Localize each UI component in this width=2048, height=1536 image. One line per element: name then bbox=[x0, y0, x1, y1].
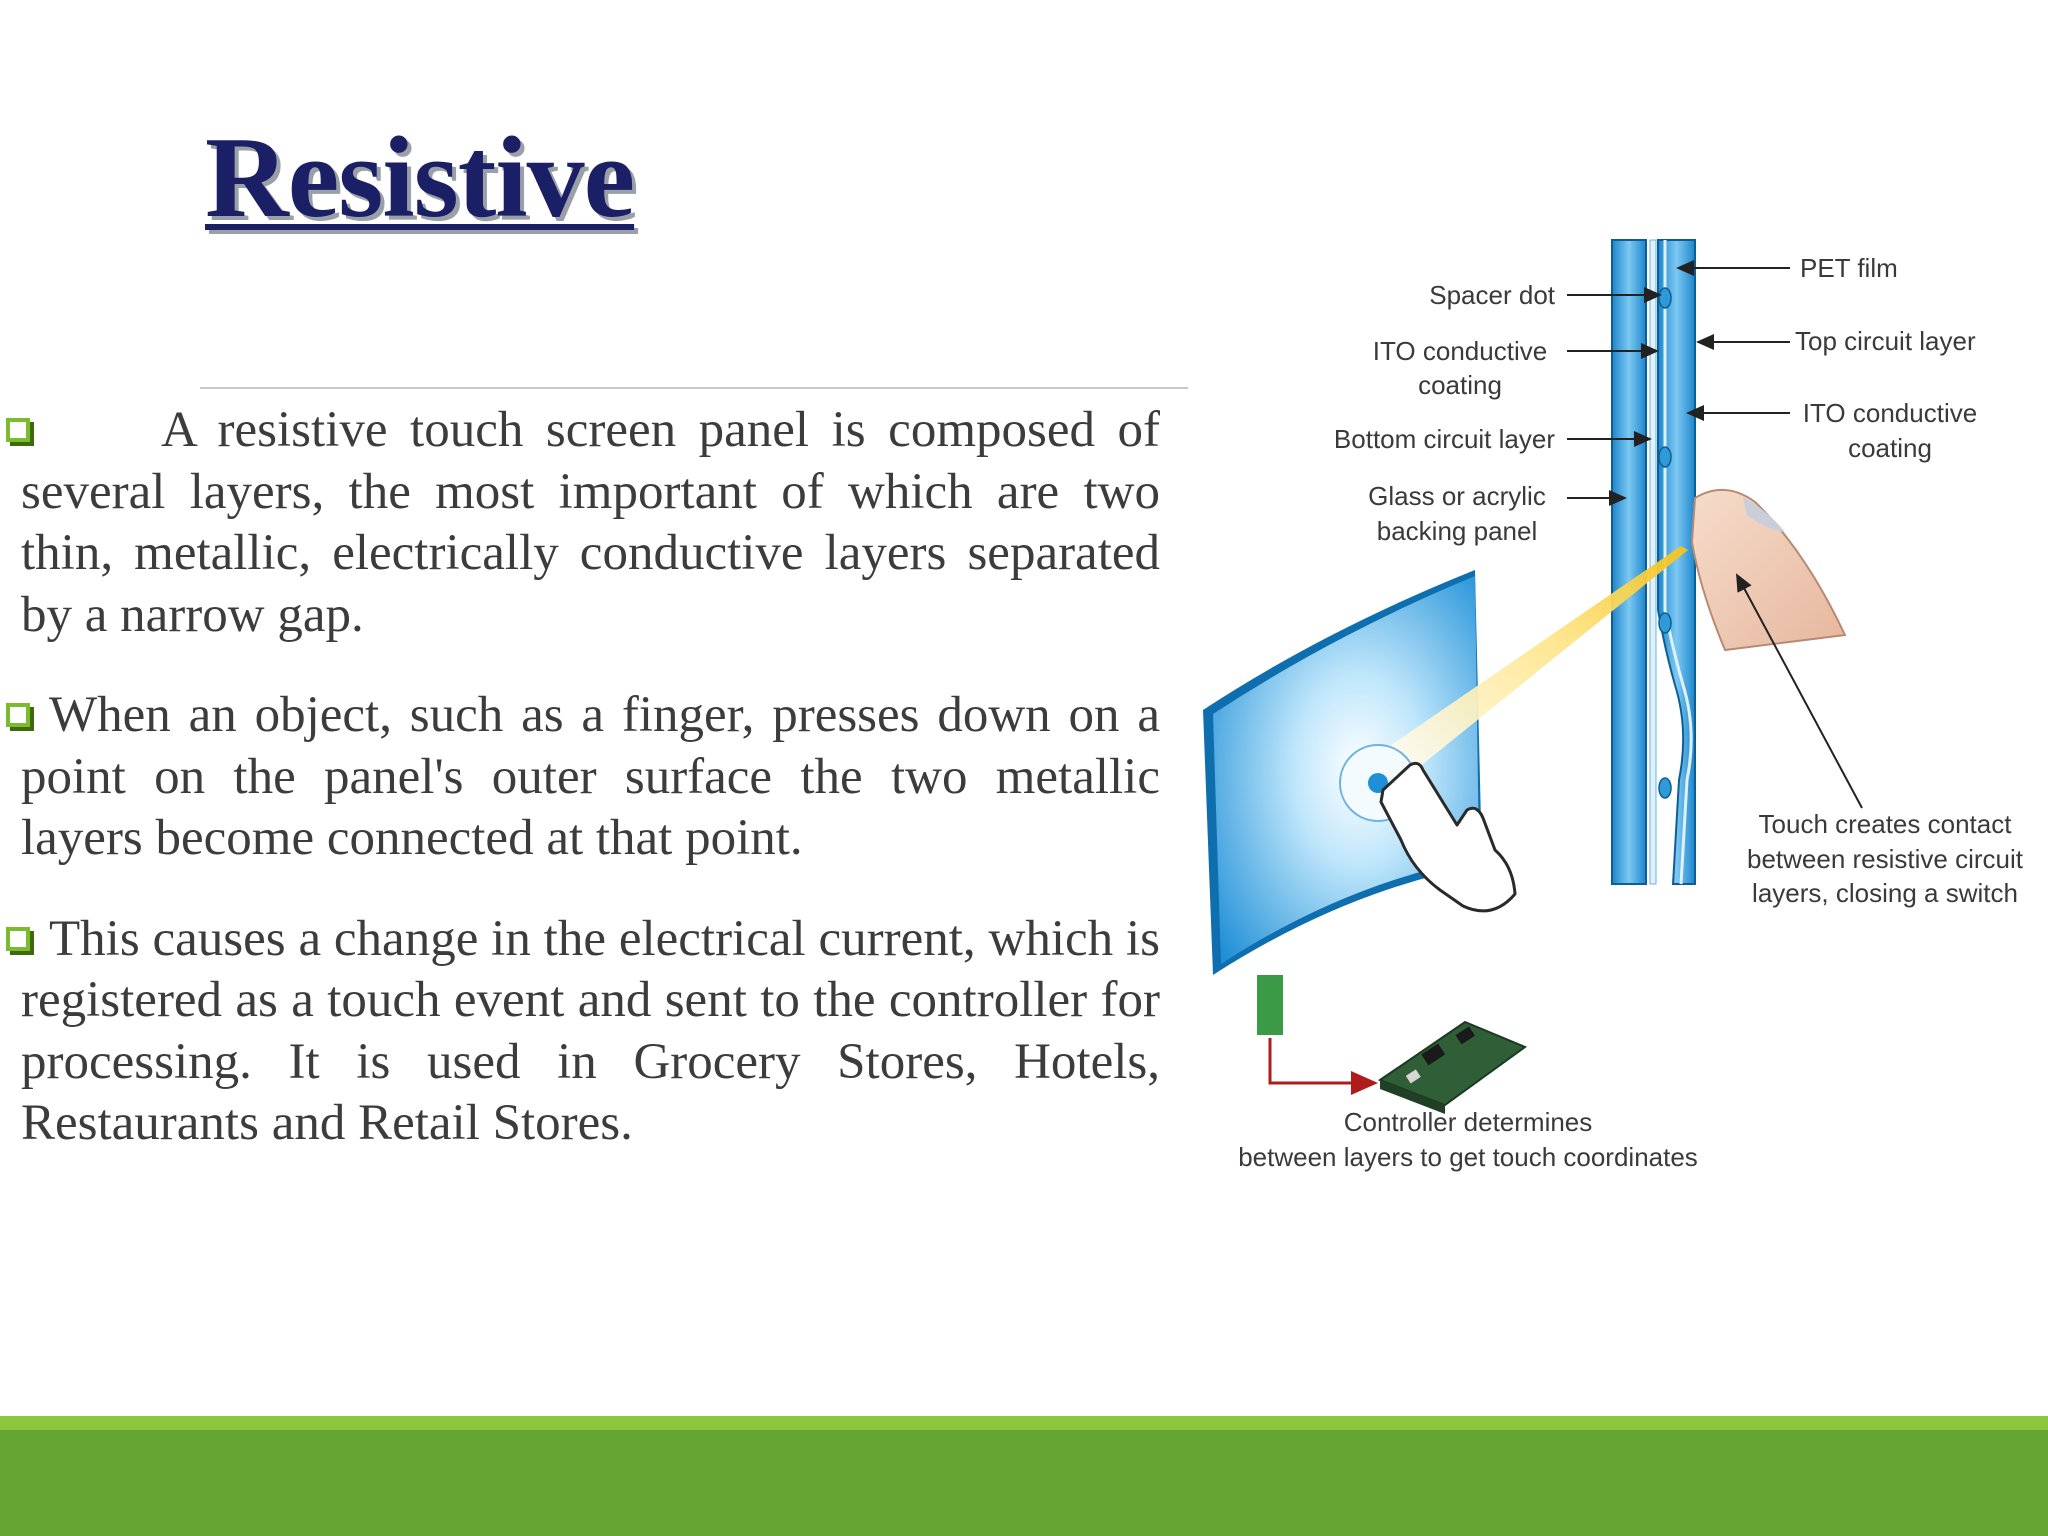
hollow-square-bullet-icon bbox=[6, 418, 30, 442]
spacer-dot bbox=[1659, 613, 1671, 633]
bullet-item bbox=[0, 400, 1160, 646]
label-ito-coating-right: ITO conductive bbox=[1802, 398, 1978, 428]
spacer-dot bbox=[1659, 288, 1671, 308]
bullet-text: This causes a change in the electrical current, which is registered as a touch event and sent to the controller for processing. It is used in Grocery Stores, Hotels, Restaurants and Retail Stores. bbox=[21, 910, 1160, 1151]
bullet-list bbox=[0, 400, 1160, 1155]
label-glass-backing: backing panel bbox=[1376, 516, 1538, 546]
slide-title: Resistive bbox=[205, 114, 635, 242]
spacer-dot bbox=[1659, 447, 1671, 467]
label-controller: Controller determines bbox=[1343, 1107, 1593, 1137]
label-touch-contact: Touch creates contact bbox=[1758, 809, 2012, 839]
label-ito-coating-left: ITO conductive bbox=[1372, 336, 1548, 366]
hollow-square-bullet-icon bbox=[6, 703, 30, 727]
label-controller: between layers to get touch coordinates bbox=[1238, 1142, 1698, 1172]
bullet-item bbox=[0, 685, 1160, 870]
label-pet-film: PET film bbox=[1800, 253, 1898, 283]
bullet-item bbox=[0, 909, 1160, 1155]
label-bottom-circuit-layer: Bottom circuit layer bbox=[1333, 424, 1555, 454]
diagram-canvas bbox=[1195, 230, 2045, 1190]
label-touch-contact: between resistive circuit bbox=[1747, 844, 2023, 874]
hollow-square-bullet-icon bbox=[6, 927, 30, 951]
spacer-dot bbox=[1659, 778, 1671, 798]
finger-icon bbox=[1692, 490, 1845, 650]
signal-arrow bbox=[1270, 1038, 1375, 1083]
bullet-text: When an object, such as a finger, presses down on a point on the panel's outer surface the two metallic layers become connected at that point. bbox=[21, 687, 1160, 866]
footer-band bbox=[0, 1416, 2048, 1536]
controller-board-icon bbox=[1380, 1022, 1525, 1114]
bullet-text: A resistive touch screen panel is composed of several layers, the most important of which are two thin, metallic, electrically conductive layers separated by a narrow gap. bbox=[21, 402, 1160, 643]
label-glass-backing: Glass or acrylic bbox=[1368, 481, 1546, 511]
ribbon-cable bbox=[1257, 975, 1283, 1035]
label-touch-contact: layers, closing a switch bbox=[1752, 878, 2018, 908]
label-ito-coating-left: coating bbox=[1418, 370, 1502, 400]
label-spacer-dot: Spacer dot bbox=[1429, 280, 1555, 310]
panel-cross-section bbox=[1612, 240, 1695, 884]
label-top-circuit-layer: Top circuit layer bbox=[1795, 326, 1976, 356]
resistive-touchscreen-diagram bbox=[1195, 230, 2045, 1190]
title-divider bbox=[200, 387, 1188, 389]
label-ito-coating-right: coating bbox=[1848, 433, 1932, 463]
